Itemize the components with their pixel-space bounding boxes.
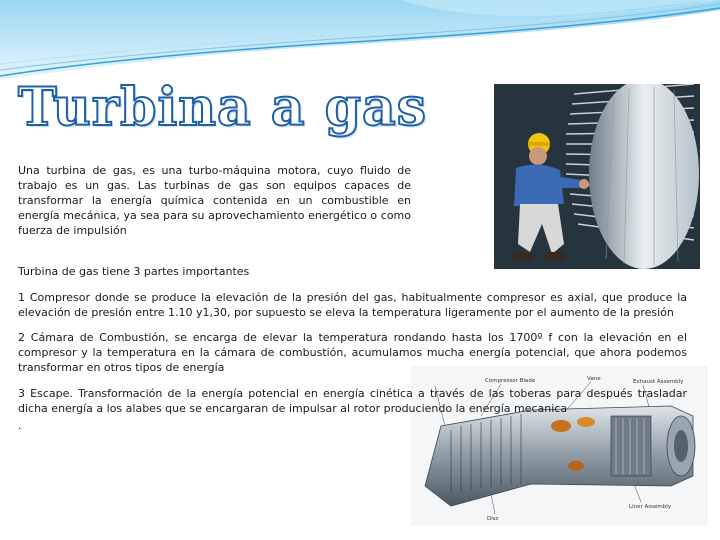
label-exhaust-assembly: Exhaust Assembly (633, 379, 684, 385)
label-vane: Vane (587, 376, 601, 382)
parts-heading: Turbina de gas tiene 3 partes importantes (18, 265, 250, 278)
turbine-worker-photo (494, 84, 700, 269)
label-disc: Disc (487, 516, 499, 522)
trailing-dot: . (18, 419, 22, 432)
intro-paragraph: Una turbina de gas, es una turbo-máquina motora, cuyo fluido de trabajo es un gas. Las turbinas de gas son equipos capaces de transformar la energía química contenida en un combustible en energía mecánica, ya sea para su aprovechamiento energético o como fuerza de impulsión (18, 164, 411, 237)
label-liner-assembly: Liner Assembly (629, 504, 671, 510)
label-compressor-blade: Compressor Blade (485, 378, 536, 384)
page-title: Turbina a gas (18, 77, 427, 138)
part-compressor: 1 Compresor donde se produce la elevación de la presión del gas, habitualmente compresor es axial, que produce la elevación de presión entre 1.10 y1,30, por supuesto se eleva la temperatura ligeramente por el aumento de la presión (18, 291, 687, 319)
part-exhaust: 3 Escape. Transformación de la energía potencial en energía cinética a través de las toberas para después trasladar dicha energía a los alabes que se encargaran de impulsar al rotor produciendo la energía mecanica (18, 387, 687, 415)
part-combustion-chamber: 2 Cámara de Combustión, se encarga de elevar la temperatura rondando hasta los 1700º f con la elevación en el compresor y la temperatura en la cámara de combustión, acumulamos mucha energía potencial, que ahora podemos transformar en otros tipos de energía (18, 331, 687, 374)
